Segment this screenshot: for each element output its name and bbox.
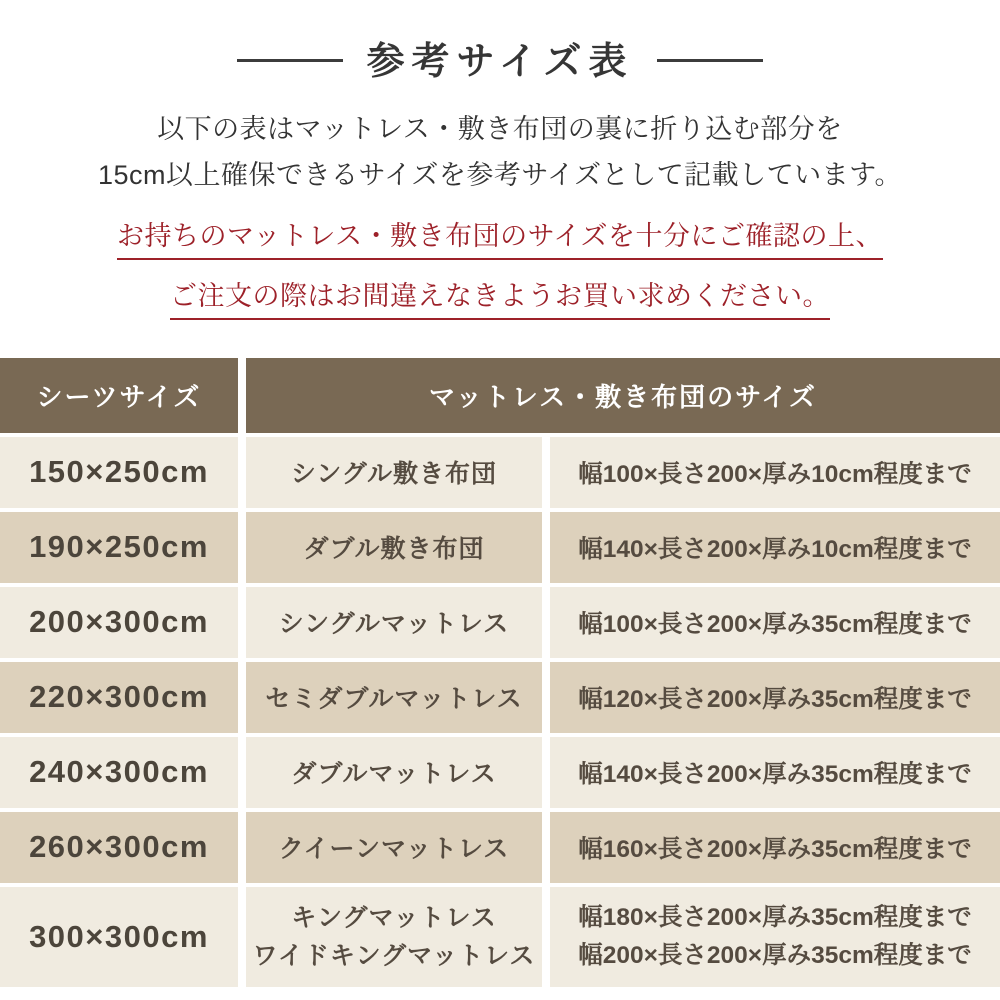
max-size-value: 幅140×長さ200×厚み10cm程度まで [550,512,1000,583]
title-left-rule [237,59,343,62]
description-text [0,106,1000,198]
max-size-value: 幅100×長さ200×厚み10cm程度まで [550,437,1000,508]
max-size-value: 幅120×長さ200×厚み35cm程度まで [550,662,1000,733]
page-title: 参考サイズ表 [366,38,634,83]
max-size-value: 幅100×長さ200×厚み35cm程度まで [550,587,1000,658]
max-size-line-2: 幅200×長さ200×厚み35cm程度まで [578,941,972,969]
bedding-type-value: ダブルマットレス [246,737,542,808]
bedding-type-value: シングル敷き布団 [246,437,542,508]
description-line-2: 15cm以上確保できるサイズを参考サイズとして記載しています。 [97,159,903,190]
sheet-size-value: 190×250cm [0,512,238,583]
bedding-type-line-2: ワイドキングマットレス [252,941,536,970]
sheet-size-value: 200×300cm [0,587,238,658]
description-line-1: 以下の表はマットレス・敷き布団の裏に折り込む部分を [157,113,843,144]
max-size-value [550,887,1000,987]
bedding-type-value: ダブル敷き布団 [246,512,542,583]
sheet-size-value: 150×250cm [0,437,238,508]
max-size-value: 幅140×長さ200×厚み35cm程度まで [550,737,1000,808]
bedding-type-value: セミダブルマットレス [246,662,542,733]
max-size-value: 幅160×長さ200×厚み35cm程度まで [550,812,1000,883]
bedding-type-line-1: キングマットレス [291,903,497,932]
header-mattress-size: マットレス・敷き布団のサイズ [246,358,1000,433]
title-right-rule [657,59,763,62]
sheet-size-value: 220×300cm [0,662,238,733]
bedding-type-value: シングルマットレス [246,587,542,658]
warning-line-1: お持ちのマットレス・敷き布団のサイズを十分にご確認の上、 [117,214,883,260]
warning-line-2: ご注文の際はお間違えなきようお買い求めください。 [170,274,830,320]
page-title-row [0,38,1000,84]
header-sheet-size: シーツサイズ [0,358,238,433]
sheet-size-value: 240×300cm [0,737,238,808]
bedding-type-value [246,887,542,987]
sheet-size-value: 300×300cm [0,887,238,987]
bedding-type-value: クイーンマットレス [246,812,542,883]
max-size-line-1: 幅180×長さ200×厚み35cm程度まで [578,903,972,931]
warning-text [0,214,1000,334]
sheet-size-value: 260×300cm [0,812,238,883]
size-reference-table [0,358,1000,987]
